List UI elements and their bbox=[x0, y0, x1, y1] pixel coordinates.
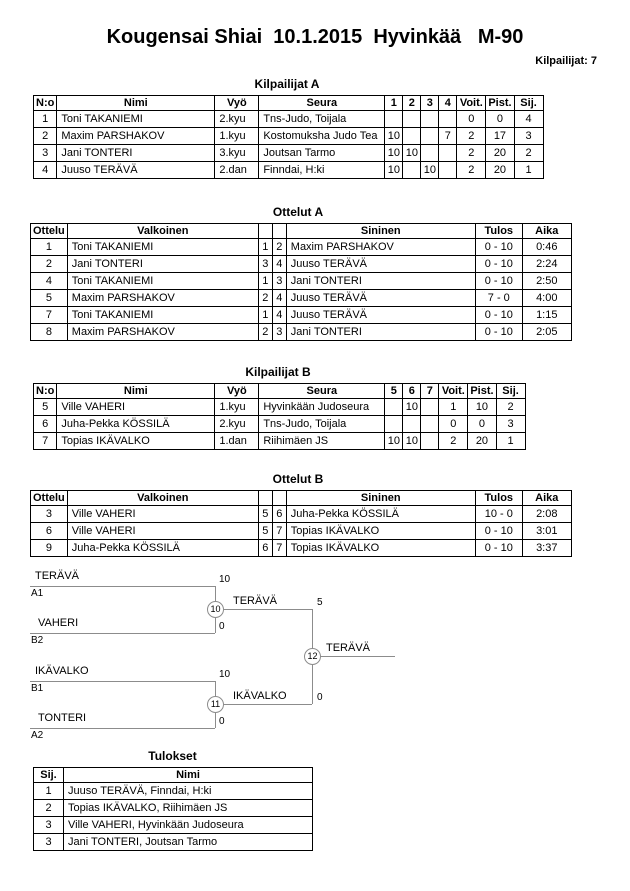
bracket-sf1-bottom-name: VAHERI bbox=[38, 617, 79, 629]
cell-result-2 bbox=[403, 128, 421, 145]
column-header: 7 bbox=[421, 384, 439, 399]
match-row bbox=[31, 256, 572, 273]
column-header: Tulos bbox=[475, 224, 522, 239]
result-row bbox=[34, 800, 313, 817]
cell-result: 0 - 10 bbox=[475, 239, 522, 256]
cell-result: 0 - 10 bbox=[475, 256, 522, 273]
header-row bbox=[34, 96, 544, 111]
cell-name: Juuso TERÄVÄ, Finndai, H:ki bbox=[64, 783, 313, 800]
cell-club: Kostomuksha Judo Tea bbox=[259, 128, 385, 145]
cell-result-6: 10 bbox=[403, 399, 421, 416]
cell-white-name: Maxim PARSHAKOV bbox=[67, 290, 258, 307]
page-title: Kougensai Shiai 10.1.2015 Hyvinkää M-90 bbox=[106, 26, 524, 48]
cell-result-1 bbox=[385, 111, 403, 128]
bracket-sf1-bottom-slot: B2 bbox=[31, 635, 44, 646]
cell-name: Topias IKÄVALKO, Riihimäen JS bbox=[64, 800, 313, 817]
cell-result-1: 10 bbox=[385, 128, 403, 145]
cell-result: 7 - 0 bbox=[475, 290, 522, 307]
cell-name: Jani TONTERI, Joutsan Tarmo bbox=[64, 834, 313, 851]
bracket-sf2-top-score: 10 bbox=[219, 669, 231, 680]
cell-belt: 2.dan bbox=[215, 162, 259, 179]
cell-club: Tns-Judo, Toijala bbox=[259, 111, 385, 128]
cell-blue-name: Topias IKÄVALKO bbox=[286, 523, 475, 540]
cell-rank: 2 bbox=[514, 145, 543, 162]
column-header: Vyö bbox=[215, 96, 259, 111]
section-heading-kilpailijat-a: Kilpailijat A bbox=[254, 77, 320, 91]
cell-rank: 3 bbox=[496, 416, 525, 433]
cell-points: 20 bbox=[486, 145, 514, 162]
header-row bbox=[31, 491, 572, 506]
column-header: Seura bbox=[259, 96, 385, 111]
cell-result-2: 10 bbox=[403, 145, 421, 162]
column-header bbox=[258, 224, 272, 239]
cell-belt: 1.dan bbox=[215, 433, 259, 450]
column-header: Ottelu bbox=[31, 224, 68, 239]
cell-blue-name: Juha-Pekka KÖSSILÄ bbox=[286, 506, 475, 523]
bracket-line-sf2-bottom bbox=[30, 728, 215, 729]
ottelut-a-table bbox=[30, 223, 572, 341]
cell-points: 0 bbox=[486, 111, 514, 128]
table-body bbox=[31, 239, 572, 341]
cell-wins: 2 bbox=[457, 162, 486, 179]
cell-result: 0 - 10 bbox=[475, 324, 522, 341]
column-header: 6 bbox=[403, 384, 421, 399]
cell-rank: 1 bbox=[514, 162, 543, 179]
cell-belt: 2.kyu bbox=[215, 111, 259, 128]
result-row bbox=[34, 834, 313, 851]
column-header: Valkoinen bbox=[67, 491, 258, 506]
cell-time: 1:15 bbox=[522, 307, 571, 324]
cell-result-6 bbox=[403, 416, 421, 433]
bracket-final-match-number: 12 bbox=[304, 648, 321, 665]
cell-white-number: 2 bbox=[258, 290, 272, 307]
cell-match-number: 4 bbox=[31, 273, 68, 290]
bracket-sf1-winner-score: 5 bbox=[317, 597, 323, 608]
column-header: 3 bbox=[421, 96, 439, 111]
cell-blue-number: 7 bbox=[272, 540, 286, 557]
cell-result-7 bbox=[421, 433, 439, 450]
cell-blue-number: 3 bbox=[272, 324, 286, 341]
bracket-sf2-bottom-score: 0 bbox=[219, 716, 225, 727]
cell-rank: 3 bbox=[34, 817, 64, 834]
column-header: Nimi bbox=[57, 96, 215, 111]
bracket-sf1-top-slot: A1 bbox=[31, 588, 44, 599]
bracket-sf1-bottom-score: 0 bbox=[219, 621, 225, 632]
column-header: Aika bbox=[522, 491, 571, 506]
cell-match-number: 1 bbox=[31, 239, 68, 256]
cell-blue-name: Jani TONTERI bbox=[286, 273, 475, 290]
cell-result-3 bbox=[421, 128, 439, 145]
column-header: Valkoinen bbox=[67, 224, 258, 239]
cell-points: 10 bbox=[468, 399, 496, 416]
cell-result: 0 - 10 bbox=[475, 307, 522, 324]
cell-name: Topias IKÄVALKO bbox=[57, 433, 215, 450]
bracket-sf2-winner-score: 0 bbox=[317, 692, 323, 703]
cell-club: Riihimäen JS bbox=[259, 433, 385, 450]
column-header: Aika bbox=[522, 224, 571, 239]
cell-wins: 0 bbox=[439, 416, 468, 433]
cell-wins: 0 bbox=[457, 111, 486, 128]
cell-points: 0 bbox=[468, 416, 496, 433]
cell-match-number: 3 bbox=[31, 506, 68, 523]
header-row bbox=[34, 768, 313, 783]
cell-rank: 1 bbox=[496, 433, 525, 450]
cell-white-name: Toni TAKANIEMI bbox=[67, 307, 258, 324]
competitor-row bbox=[34, 433, 526, 450]
column-header bbox=[272, 491, 286, 506]
table-body bbox=[31, 506, 572, 557]
cell-match-number: 7 bbox=[31, 307, 68, 324]
cell-wins: 2 bbox=[457, 128, 486, 145]
bracket-line-sf1-winner bbox=[215, 609, 312, 610]
cell-points: 20 bbox=[486, 162, 514, 179]
bracket-sf1-match-number: 10 bbox=[207, 601, 224, 618]
match-row bbox=[31, 273, 572, 290]
cell-club: Finndai, H:ki bbox=[259, 162, 385, 179]
cell-time: 2:50 bbox=[522, 273, 571, 290]
cell-white-name: Jani TONTERI bbox=[67, 256, 258, 273]
section-heading-tulokset: Tulokset bbox=[148, 749, 197, 763]
cell-result: 0 - 10 bbox=[475, 523, 522, 540]
cell-blue-name: Juuso TERÄVÄ bbox=[286, 307, 475, 324]
cell-name: Ville VAHERI, Hyvinkään Judoseura bbox=[64, 817, 313, 834]
ottelut-b-table bbox=[30, 490, 572, 557]
bracket-sf2-match-number: 11 bbox=[207, 696, 224, 713]
cell-match-number: 8 bbox=[31, 324, 68, 341]
competitor-row bbox=[34, 145, 544, 162]
cell-result-4: 7 bbox=[439, 128, 457, 145]
column-header bbox=[272, 224, 286, 239]
cell-rank: 3 bbox=[514, 128, 543, 145]
cell-number: 6 bbox=[34, 416, 57, 433]
cell-match-number: 2 bbox=[31, 256, 68, 273]
column-header: N:o bbox=[34, 96, 57, 111]
cell-white-number: 1 bbox=[258, 307, 272, 324]
column-header: N:o bbox=[34, 384, 57, 399]
column-header: Pist. bbox=[486, 96, 514, 111]
cell-result-1: 10 bbox=[385, 145, 403, 162]
cell-result-3 bbox=[421, 145, 439, 162]
cell-result-6: 10 bbox=[403, 433, 421, 450]
cell-white-name: Ville VAHERI bbox=[67, 506, 258, 523]
cell-name: Jani TONTERI bbox=[57, 145, 215, 162]
column-header: Pist. bbox=[468, 384, 496, 399]
header-row bbox=[31, 224, 572, 239]
cell-blue-number: 4 bbox=[272, 290, 286, 307]
column-header: Nimi bbox=[57, 384, 215, 399]
match-row bbox=[31, 290, 572, 307]
match-row bbox=[31, 523, 572, 540]
section-heading-ottelut-a: Ottelut A bbox=[272, 205, 324, 219]
cell-belt: 2.kyu bbox=[215, 416, 259, 433]
cell-rank: 4 bbox=[514, 111, 543, 128]
cell-blue-number: 2 bbox=[272, 239, 286, 256]
table-body bbox=[34, 399, 526, 450]
table-body bbox=[34, 783, 313, 851]
cell-name: Juuso TERÄVÄ bbox=[57, 162, 215, 179]
column-header: 1 bbox=[385, 96, 403, 111]
cell-blue-name: Topias IKÄVALKO bbox=[286, 540, 475, 557]
competitor-row bbox=[34, 162, 544, 179]
cell-result-2 bbox=[403, 111, 421, 128]
cell-points: 20 bbox=[468, 433, 496, 450]
competitor-row bbox=[34, 111, 544, 128]
bracket-sf1-top-score: 10 bbox=[219, 574, 231, 585]
cell-white-number: 5 bbox=[258, 523, 272, 540]
cell-wins: 2 bbox=[439, 433, 468, 450]
column-header: Voit. bbox=[439, 384, 468, 399]
bracket-line-final-winner bbox=[312, 656, 395, 657]
cell-name: Juha-Pekka KÖSSILÄ bbox=[57, 416, 215, 433]
bracket-line-sf2-winner bbox=[215, 704, 312, 705]
match-row bbox=[31, 239, 572, 256]
column-header: Ottelu bbox=[31, 491, 68, 506]
section-heading-kilpailijat-b: Kilpailijat B bbox=[245, 365, 311, 379]
cell-number: 4 bbox=[34, 162, 57, 179]
match-row bbox=[31, 540, 572, 557]
cell-number: 1 bbox=[34, 111, 57, 128]
cell-name: Ville VAHERI bbox=[57, 399, 215, 416]
cell-club: Hyvinkään Judoseura bbox=[259, 399, 385, 416]
cell-rank: 2 bbox=[34, 800, 64, 817]
cell-number: 7 bbox=[34, 433, 57, 450]
section-heading-ottelut-b: Ottelut B bbox=[272, 472, 324, 486]
cell-result: 0 - 10 bbox=[475, 273, 522, 290]
cell-result-7 bbox=[421, 416, 439, 433]
tulokset-table bbox=[33, 767, 313, 851]
bracket-sf2-top-name: IKÄVALKO bbox=[35, 665, 89, 677]
cell-match-number: 5 bbox=[31, 290, 68, 307]
column-header: Voit. bbox=[457, 96, 486, 111]
column-header: Nimi bbox=[64, 768, 313, 783]
cell-time: 2:24 bbox=[522, 256, 571, 273]
cell-rank: 2 bbox=[496, 399, 525, 416]
cell-belt: 3.kyu bbox=[215, 145, 259, 162]
cell-white-name: Juha-Pekka KÖSSILÄ bbox=[67, 540, 258, 557]
cell-time: 2:08 bbox=[522, 506, 571, 523]
column-header: 4 bbox=[439, 96, 457, 111]
cell-white-name: Maxim PARSHAKOV bbox=[67, 324, 258, 341]
cell-white-name: Toni TAKANIEMI bbox=[67, 273, 258, 290]
cell-rank: 1 bbox=[34, 783, 64, 800]
result-row bbox=[34, 783, 313, 800]
cell-white-number: 3 bbox=[258, 256, 272, 273]
bracket-sf1-top-name: TERÄVÄ bbox=[35, 570, 80, 582]
cell-name: Maxim PARSHAKOV bbox=[57, 128, 215, 145]
cell-result-3: 10 bbox=[421, 162, 439, 179]
cell-time: 3:37 bbox=[522, 540, 571, 557]
competitor-row bbox=[34, 416, 526, 433]
bracket-line-sf1-bottom bbox=[30, 633, 215, 634]
bracket-sf2-top-slot: B1 bbox=[31, 683, 44, 694]
cell-rank: 3 bbox=[34, 834, 64, 851]
cell-white-name: Ville VAHERI bbox=[67, 523, 258, 540]
cell-white-number: 2 bbox=[258, 324, 272, 341]
cell-time: 4:00 bbox=[522, 290, 571, 307]
cell-wins: 2 bbox=[457, 145, 486, 162]
cell-blue-number: 6 bbox=[272, 506, 286, 523]
cell-club: Tns-Judo, Toijala bbox=[259, 416, 385, 433]
cell-result-4 bbox=[439, 111, 457, 128]
cell-result: 0 - 10 bbox=[475, 540, 522, 557]
cell-result-5 bbox=[385, 416, 403, 433]
kilpailijat-b-table bbox=[33, 383, 526, 450]
cell-name: Toni TAKANIEMI bbox=[57, 111, 215, 128]
cell-time: 0:46 bbox=[522, 239, 571, 256]
cell-blue-name: Juuso TERÄVÄ bbox=[286, 256, 475, 273]
bracket-final-winner-name: TERÄVÄ bbox=[326, 642, 371, 654]
cell-number: 5 bbox=[34, 399, 57, 416]
cell-club: Joutsan Tarmo bbox=[259, 145, 385, 162]
cell-time: 3:01 bbox=[522, 523, 571, 540]
bracket-line-sf2-top bbox=[30, 681, 215, 682]
cell-result-2 bbox=[403, 162, 421, 179]
cell-match-number: 6 bbox=[31, 523, 68, 540]
cell-blue-number: 7 bbox=[272, 523, 286, 540]
cell-white-number: 5 bbox=[258, 506, 272, 523]
cell-belt: 1.kyu bbox=[215, 399, 259, 416]
bracket-line-sf1-top bbox=[30, 586, 215, 587]
column-header: Sininen bbox=[286, 491, 475, 506]
competitors-count: Kilpailijat: 7 bbox=[535, 55, 597, 67]
cell-blue-name: Jani TONTERI bbox=[286, 324, 475, 341]
cell-number: 2 bbox=[34, 128, 57, 145]
cell-result-5: 10 bbox=[385, 433, 403, 450]
cell-match-number: 9 bbox=[31, 540, 68, 557]
bracket-sf2-bottom-name: TONTERI bbox=[38, 712, 87, 724]
cell-blue-name: Maxim PARSHAKOV bbox=[286, 239, 475, 256]
cell-white-number: 1 bbox=[258, 239, 272, 256]
medal-bracket bbox=[30, 569, 460, 745]
cell-time: 2:05 bbox=[522, 324, 571, 341]
cell-white-number: 1 bbox=[258, 273, 272, 290]
match-row bbox=[31, 324, 572, 341]
column-header: 5 bbox=[385, 384, 403, 399]
cell-wins: 1 bbox=[439, 399, 468, 416]
cell-result-5 bbox=[385, 399, 403, 416]
column-header: Sij. bbox=[514, 96, 543, 111]
column-header: Tulos bbox=[475, 491, 522, 506]
cell-white-number: 6 bbox=[258, 540, 272, 557]
column-header: Sij. bbox=[496, 384, 525, 399]
cell-result-4 bbox=[439, 145, 457, 162]
bracket-sf2-bottom-slot: A2 bbox=[31, 730, 44, 741]
bracket-sf2-winner-name: IKÄVALKO bbox=[233, 690, 287, 702]
bracket-sf1-winner-name: TERÄVÄ bbox=[233, 595, 278, 607]
column-header: Sij. bbox=[34, 768, 64, 783]
column-header: 2 bbox=[403, 96, 421, 111]
column-header: Vyö bbox=[215, 384, 259, 399]
cell-white-name: Toni TAKANIEMI bbox=[67, 239, 258, 256]
cell-result-7 bbox=[421, 399, 439, 416]
cell-result-3 bbox=[421, 111, 439, 128]
cell-belt: 1.kyu bbox=[215, 128, 259, 145]
cell-blue-name: Juuso TERÄVÄ bbox=[286, 290, 475, 307]
cell-points: 17 bbox=[486, 128, 514, 145]
cell-blue-number: 4 bbox=[272, 307, 286, 324]
column-header: Sininen bbox=[286, 224, 475, 239]
kilpailijat-a-table bbox=[33, 95, 544, 179]
header-row bbox=[34, 384, 526, 399]
cell-result-1: 10 bbox=[385, 162, 403, 179]
cell-blue-number: 3 bbox=[272, 273, 286, 290]
column-header bbox=[258, 491, 272, 506]
column-header: Seura bbox=[259, 384, 385, 399]
competitor-row bbox=[34, 128, 544, 145]
match-row bbox=[31, 307, 572, 324]
competitor-row bbox=[34, 399, 526, 416]
cell-blue-number: 4 bbox=[272, 256, 286, 273]
match-row bbox=[31, 506, 572, 523]
result-row bbox=[34, 817, 313, 834]
table-body bbox=[34, 111, 544, 179]
cell-result: 10 - 0 bbox=[475, 506, 522, 523]
cell-number: 3 bbox=[34, 145, 57, 162]
cell-result-4 bbox=[439, 162, 457, 179]
